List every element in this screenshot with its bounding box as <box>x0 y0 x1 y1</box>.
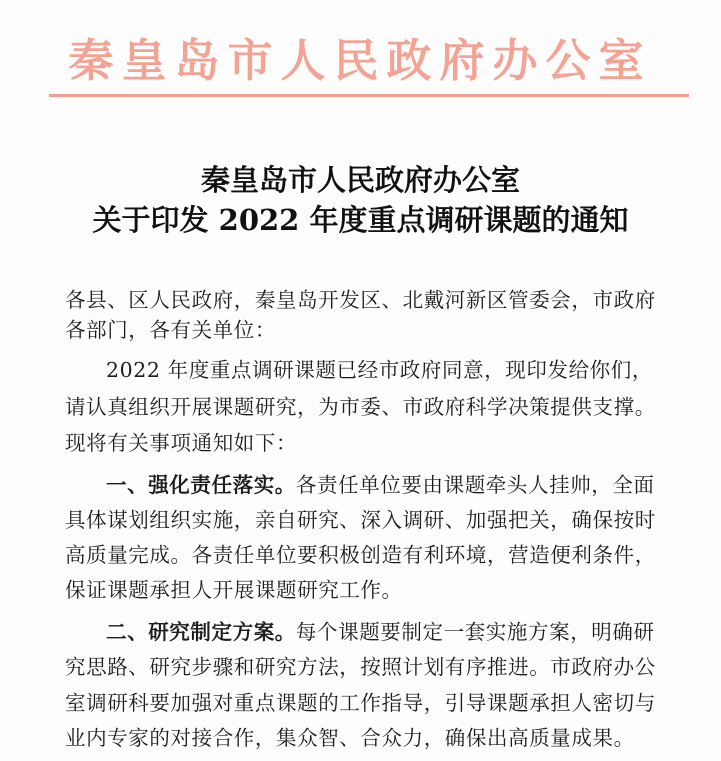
masthead-rule <box>49 94 689 97</box>
addressee-line1: 各县、区人民政府，秦皇岛开发区、北戴河新区管委会，市政府 <box>65 288 656 312</box>
section2-heading: 二、研究制定方案。 <box>106 620 296 644</box>
section2-line4: 业内专家的对接合作，集众智、合众力，确保出高质量成果。 <box>65 726 635 750</box>
masthead-title: 秦皇岛市人民政府办公室 <box>68 34 652 87</box>
section1-line3: 高质量完成。各责任单位要积极创造有利环境，营造便利条件， <box>65 543 656 567</box>
section1-line2: 具体谋划组织实施，亲自研究、深入调研、加强把关，确保按时 <box>65 508 656 532</box>
section1-line1 <box>106 470 666 500</box>
document-title-line2: 关于印发 2022 年度重点调研课题的通知 <box>92 203 629 237</box>
section2-line1-text: 每个课题要制定一套实施方案，明确研 <box>295 620 655 644</box>
section1-heading: 一、强化责任落实。 <box>106 473 296 497</box>
section2-line3: 室调研科要加强对重点课题的工作指导，引导课题承担人密切与 <box>65 691 656 715</box>
addressee-line2: 各部门，各有关单位： <box>65 318 276 342</box>
section2-line1 <box>106 617 666 647</box>
section1-line4: 保证课题承担人开展课题研究工作。 <box>65 578 403 602</box>
section2-line2: 究思路、研究步骤和研究方法，按照计划有序推进。市政府办公 <box>65 655 656 679</box>
section1-line1-text: 各责任单位要由课题牵头人挂帅，全面 <box>295 473 655 497</box>
intro-line1: 2022 年度重点调研课题已经市政府同意，现印发给你们， <box>106 358 653 382</box>
intro-line3: 现将有关事项通知如下： <box>65 431 298 455</box>
document-title-line1: 秦皇岛市人民政府办公室 <box>200 163 520 197</box>
intro-line2: 请认真组织开展课题研究，为市委、市政府科学决策提供支撑。 <box>65 395 656 419</box>
